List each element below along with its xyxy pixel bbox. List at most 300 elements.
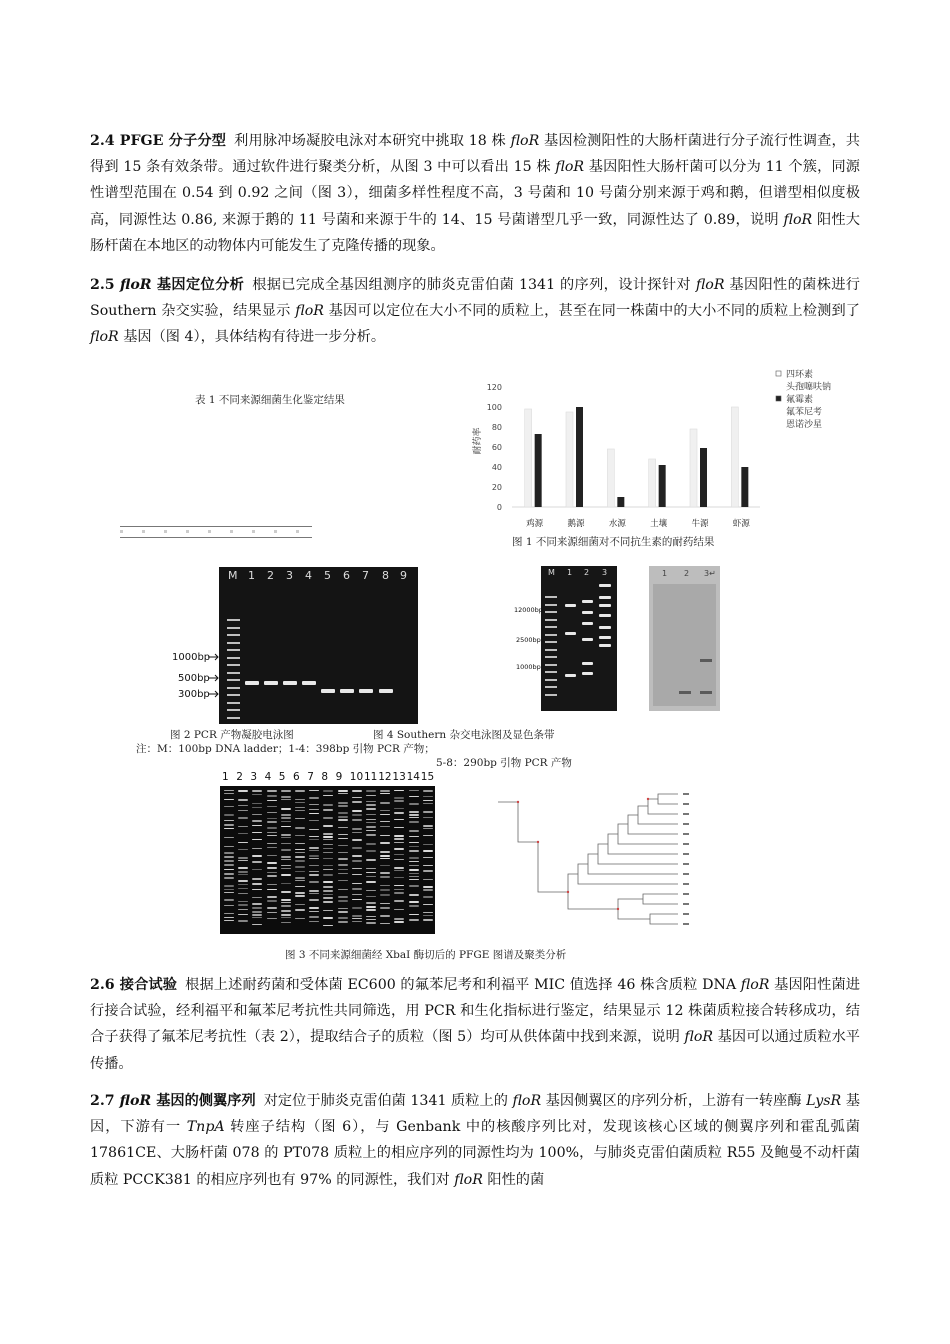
pfge-band <box>267 875 277 877</box>
ladder-band <box>545 611 557 613</box>
pfge-band <box>352 801 362 803</box>
pfge-band <box>309 804 319 805</box>
pfge-band <box>380 842 390 844</box>
pfge-band <box>252 924 262 925</box>
text-segment: 基因（图 4），具体结构有待进一步分析。 <box>118 329 386 346</box>
bar-氟霉素-鹅源 <box>576 407 583 507</box>
pfge-band <box>380 894 390 896</box>
pfge-band <box>281 808 291 810</box>
pcr-band-398bp <box>245 681 259 685</box>
bar-四环素-鹅源 <box>566 412 573 507</box>
pfge-band <box>252 790 262 792</box>
plasmid-band <box>582 600 593 603</box>
pfge-band <box>323 848 333 849</box>
pfge-band <box>252 903 262 905</box>
pfge-band <box>252 883 262 885</box>
pfge-band <box>338 845 348 846</box>
pfge-lane-label: 6 <box>293 771 300 783</box>
pfge-band <box>238 914 248 915</box>
pfge-band <box>338 802 348 804</box>
section-2-4-heading: 2.4 PFGE 分子分型 <box>90 133 227 149</box>
pfge-band <box>267 806 277 807</box>
pfge-band <box>423 825 433 827</box>
pfge-band <box>423 817 433 818</box>
legend-swatch <box>776 396 781 401</box>
text-segment: 阳性大肠杆菌在本地区的动物体内可能发生了克隆传播的现象。 <box>90 211 860 254</box>
pfge-band <box>238 842 248 843</box>
pfge-band <box>295 849 305 850</box>
pfge-band <box>309 820 319 821</box>
pfge-band <box>295 886 305 887</box>
pfge-band <box>238 833 248 834</box>
pfge-band <box>267 912 277 913</box>
pfge-band <box>394 900 404 902</box>
pfge-band <box>224 864 234 866</box>
pfge-band <box>238 888 248 889</box>
ladder-band <box>545 686 557 688</box>
text-segment: 基因阳性菌进行接合试验，经利福平和氟苯尼考抗性共同筛选，用 PCR 和生化指标进行鉴定，结果显示 12 株菌质粒接合转移成功，结合子获得了氟苯尼考抗性（表 2），提取结合子的质粒（图 5）均可从供体菌中找到来源，说明 <box>90 977 860 1046</box>
lane-label: 2 <box>584 568 590 577</box>
pfge-band <box>224 913 234 914</box>
pfge-band <box>409 821 419 823</box>
pfge-band <box>267 821 277 823</box>
plasmid-band <box>582 622 593 625</box>
pfge-band <box>281 917 291 918</box>
lane-label: 9 <box>400 569 407 582</box>
pfge-band <box>238 826 248 827</box>
lane-label: 3 <box>286 569 293 582</box>
lane-label: 8 <box>382 569 389 582</box>
ladder-band <box>545 679 557 681</box>
gene-name: floR <box>295 303 324 320</box>
pfge-band <box>409 869 419 871</box>
pfge-band <box>323 809 333 811</box>
section-2-5 <box>90 272 860 351</box>
pfge-band <box>394 848 404 850</box>
ladder-band <box>545 649 557 651</box>
pfge-band <box>224 824 234 826</box>
text-segment: 利用脉冲场凝胶电泳对本研究中挑取 18 株 <box>234 133 511 149</box>
pfge-band <box>295 866 305 868</box>
pfge-band <box>309 865 319 866</box>
pfge-band <box>252 889 262 890</box>
pfge-band <box>352 915 362 917</box>
pfge-band <box>380 793 390 794</box>
hybridization-band <box>679 691 691 694</box>
plasmid-band <box>582 662 593 665</box>
marker-500bp: 500bp <box>178 673 210 684</box>
pfge-band <box>309 911 319 912</box>
pfge-band <box>352 899 362 900</box>
pfge-band <box>309 874 319 876</box>
pfge-band <box>267 827 277 829</box>
pfge-band <box>394 867 404 869</box>
pfge-band <box>323 844 333 845</box>
pfge-band <box>252 814 262 815</box>
pfge-band <box>394 892 404 894</box>
pfge-band <box>323 825 333 827</box>
ladder-band <box>227 649 240 651</box>
pfge-band <box>224 905 234 906</box>
pfge-band <box>267 872 277 873</box>
pfge-band <box>380 858 390 859</box>
pfge-band <box>394 854 404 855</box>
pfge-band <box>423 790 433 792</box>
x-tick-label: 水源 <box>608 519 626 529</box>
pfge-band <box>267 867 277 869</box>
pfge-band <box>338 896 348 898</box>
pfge-band <box>409 879 419 880</box>
pfge-lane-label: 11 <box>364 771 378 783</box>
ladder-band <box>545 694 557 696</box>
plasmid-band <box>599 584 611 587</box>
pfge-band <box>295 827 305 829</box>
pfge-band <box>267 900 277 902</box>
pfge-band <box>409 850 419 852</box>
pfge-lane-label: 3 <box>250 771 258 783</box>
pfge-band <box>352 868 362 869</box>
plasmid-band <box>582 672 593 675</box>
pfge-lane-label: 14 <box>406 771 420 783</box>
pfge-band <box>409 919 419 921</box>
figure-1-bar-chart <box>460 365 860 550</box>
pfge-band <box>394 819 404 820</box>
pfge-band <box>394 827 404 828</box>
pfge-band <box>423 800 433 801</box>
pfge-band <box>323 839 333 840</box>
plasmid-band <box>582 611 593 614</box>
pfge-band <box>394 885 404 886</box>
pfge-band <box>394 838 404 840</box>
pfge-band <box>352 819 362 821</box>
x-tick-label: 鹅源 <box>567 519 585 529</box>
pfge-band <box>281 843 291 844</box>
pfge-band <box>394 800 404 802</box>
pfge-band <box>338 838 348 839</box>
pfge-band <box>281 814 291 816</box>
pfge-band <box>338 917 348 919</box>
pfge-band <box>238 920 248 922</box>
text-segment: 基因检测阳性的大肠杆菌进行分子流行性调查，共得到 15 条有效条带。通过软件进行聚类分析，从图 3 中可以看出 15 株 <box>90 133 860 176</box>
gene-name: TnpA <box>186 1119 225 1136</box>
gene-name: LysR <box>806 1093 842 1109</box>
pfge-band <box>394 870 404 871</box>
bar-氟霉素-土壤 <box>659 465 666 507</box>
pfge-band <box>380 814 390 815</box>
pfge-band <box>366 859 376 861</box>
pfge-band <box>366 814 376 815</box>
pfge-band <box>309 790 319 791</box>
pfge-band <box>238 790 248 792</box>
pfge-band <box>366 922 376 924</box>
gene-name: floR <box>510 133 540 149</box>
gene-name: floR <box>454 1171 483 1188</box>
pfge-band <box>295 835 305 836</box>
y-tick-label: 120 <box>486 383 502 392</box>
figure-1-caption: 图 1 不同来源细菌对不同抗生素的耐药结果 <box>512 536 715 548</box>
pfge-band <box>281 922 291 923</box>
x-tick-label: 虾源 <box>732 519 750 529</box>
y-tick-label: 100 <box>486 403 502 412</box>
pfge-band <box>309 871 319 872</box>
pfge-band <box>281 796 291 798</box>
pfge-band <box>309 893 319 894</box>
bar-四环素-水源 <box>607 449 614 507</box>
pfge-band <box>238 857 248 859</box>
pfge-band <box>295 860 305 862</box>
pfge-band <box>295 818 305 819</box>
pfge-band <box>309 847 319 849</box>
pfge-lane-label: 9 <box>335 771 343 783</box>
pfge-band <box>224 917 234 918</box>
pfge-band <box>338 812 348 814</box>
table-1-caption: 表 1 不同来源细菌生化鉴定结果 <box>195 394 345 406</box>
pfge-band <box>309 850 319 851</box>
pfge-band <box>380 810 390 811</box>
pfge-band <box>423 879 433 880</box>
pfge-band <box>238 810 248 811</box>
pfge-lane-label: 13 <box>392 771 406 783</box>
pfge-band <box>338 869 348 870</box>
pfge-band <box>281 910 291 912</box>
pfge-band <box>267 835 277 836</box>
pfge-band <box>380 790 390 792</box>
pfge-lane-label: 7 <box>307 771 314 783</box>
pfge-band <box>423 850 433 852</box>
legend-item: 恩诺沙星 <box>786 420 823 430</box>
pfge-band <box>409 894 419 896</box>
pfge-band <box>281 865 291 866</box>
pfge-band <box>380 865 390 866</box>
pfge-band <box>309 858 319 859</box>
pfge-band <box>366 834 376 836</box>
pfge-band <box>352 828 362 830</box>
pfge-band <box>409 830 419 832</box>
pfge-band <box>380 835 390 836</box>
pfge-band <box>224 790 234 791</box>
pfge-band <box>224 869 234 870</box>
pfge-band <box>238 849 248 850</box>
pfge-band <box>366 916 376 917</box>
pfge-band <box>309 890 319 892</box>
pfge-band <box>252 794 262 795</box>
pcr-band-398bp <box>283 681 297 685</box>
gene-name: floR <box>783 211 813 228</box>
figure-4-caption: 图 4 Southern 杂交电泳图及显色条带 <box>373 729 555 741</box>
pfge-band <box>252 897 262 898</box>
pfge-band <box>366 826 376 828</box>
pfge-band <box>380 821 390 822</box>
text-segment: 基因，下游有一 <box>90 1093 860 1136</box>
legend-item: 四环素 <box>786 370 814 380</box>
pfge-band <box>380 802 390 804</box>
pfge-band <box>252 917 262 918</box>
pfge-band <box>423 912 433 913</box>
pfge-band <box>323 795 333 796</box>
pfge-band <box>352 790 362 792</box>
pfge-band <box>338 816 348 818</box>
pfge-band <box>409 796 419 797</box>
pfge-band <box>281 891 291 893</box>
pfge-band <box>352 839 362 841</box>
legend-item: 头孢噻呋钠 <box>786 382 832 393</box>
pfge-band <box>352 921 362 922</box>
pfge-band <box>238 817 248 819</box>
pfge-band <box>295 871 305 872</box>
pfge-band <box>394 835 404 837</box>
pfge-band <box>295 895 305 897</box>
pfge-band <box>380 872 390 874</box>
pfge-band <box>281 914 291 916</box>
pfge-band <box>323 894 333 895</box>
pfge-band <box>309 839 319 840</box>
section-2-6 <box>90 972 860 1077</box>
pfge-band <box>423 870 433 872</box>
pfge-band <box>423 889 433 891</box>
pfge-band <box>380 915 390 917</box>
pfge-band <box>309 916 319 918</box>
pfge-band <box>309 829 319 830</box>
pfge-band <box>224 860 234 862</box>
heading-text: 基因定位分析 <box>151 277 245 293</box>
pcr-band-290bp <box>321 689 335 693</box>
pfge-band <box>224 920 234 921</box>
plasmid-band <box>565 604 576 607</box>
pfge-band <box>252 861 262 863</box>
pfge-band <box>338 873 348 874</box>
membrane-lane-label: 1 <box>662 569 668 578</box>
pfge-band <box>252 820 262 822</box>
marker-12000bp: 12000bp <box>514 606 543 614</box>
pfge-band <box>267 862 277 864</box>
pfge-band <box>295 802 305 803</box>
heading-text: 基因的侧翼序列 <box>151 1093 256 1109</box>
plasmid-band <box>565 632 576 635</box>
pfge-band <box>238 909 248 910</box>
pfge-band <box>338 805 348 807</box>
pfge-band <box>295 892 305 894</box>
pfge-band <box>323 817 333 819</box>
lane-label: 4 <box>305 569 312 582</box>
bar-四环素-虾源 <box>731 407 738 507</box>
pfge-band <box>267 889 277 890</box>
pfge-band <box>338 908 348 909</box>
pfge-band <box>238 893 248 894</box>
pfge-band <box>224 852 234 854</box>
lane-label: 1 <box>567 568 573 577</box>
pfge-band <box>394 812 404 814</box>
pfge-band <box>352 874 362 875</box>
pfge-band <box>323 910 333 911</box>
pfge-band <box>352 814 362 816</box>
pfge-band <box>394 790 404 791</box>
pfge-band <box>366 906 376 908</box>
pfge-band <box>267 896 277 898</box>
pfge-band <box>224 885 234 887</box>
pfge-band <box>409 817 419 818</box>
pfge-band <box>323 790 333 792</box>
pfge-band <box>423 886 433 888</box>
text-segment: 基因可以定位在大小不同的质粒上，甚至在同一株菌中的大小不同的质粒上检测到了 <box>323 303 860 320</box>
pfge-band <box>352 810 362 812</box>
gene-name: floR <box>90 329 119 346</box>
pfge-band <box>423 904 433 905</box>
ladder-band <box>545 641 557 643</box>
pfge-band <box>352 894 362 895</box>
pfge-band <box>409 811 419 813</box>
pfge-band <box>252 825 262 826</box>
pfge-band <box>423 828 433 829</box>
ladder-band <box>227 619 240 621</box>
pfge-band <box>295 877 305 879</box>
pfge-band <box>409 814 419 816</box>
text-segment: 转座子结构（图 6），与 Genbank 中的核酸序列比对，发现该核心区域的侧翼序列和霍乱弧菌 17861CE、大肠杆菌 078 的 PT078 质粒上的相应序列的同源性均为 100%，与肺炎克雷伯菌质粒 R55 及鲍曼不动杆菌质粒 PCCK381 的相应序列也有 97% 的同源性，我们对 <box>90 1119 860 1188</box>
pfge-band <box>323 925 333 926</box>
pfge-band <box>323 890 333 892</box>
pfge-band <box>409 905 419 907</box>
gene-name: floR <box>120 277 152 293</box>
section-2-6-heading: 2.6 接合试验 <box>90 977 178 993</box>
figure-3-pfge-gel <box>220 786 435 934</box>
pfge-band <box>238 871 248 873</box>
legend-item: 氟苯尼考 <box>786 407 823 418</box>
section-2-4 <box>90 128 860 259</box>
text-segment: 基因可以通过质粒水平传播。 <box>90 1029 860 1072</box>
pfge-band <box>309 881 319 883</box>
pfge-band <box>352 888 362 890</box>
gene-name: floR <box>695 277 725 293</box>
table-1-remnant <box>120 526 312 538</box>
pfge-band <box>366 843 376 845</box>
pfge-band <box>295 807 305 808</box>
pfge-band <box>281 817 291 819</box>
pfge-band <box>409 842 419 843</box>
pfge-lane-label: 12 <box>378 771 392 783</box>
text-segment: 阳性的菌 <box>482 1171 545 1188</box>
membrane-lane-label: 3↵ <box>704 569 716 578</box>
pfge-band <box>380 889 390 891</box>
pfge-band <box>224 806 234 807</box>
pfge-band <box>224 828 234 829</box>
ladder-band <box>545 596 557 598</box>
ladder-band <box>545 664 557 666</box>
x-tick-label: 牛源 <box>691 519 709 529</box>
pfge-band <box>309 809 319 810</box>
figure-4-membrane <box>649 566 720 711</box>
pfge-band <box>267 790 277 792</box>
pfge-band <box>394 859 404 860</box>
pfge-band <box>295 843 305 844</box>
pfge-band <box>309 797 319 799</box>
pfge-band <box>281 883 291 884</box>
pfge-band <box>380 907 390 909</box>
pfge-band <box>366 872 376 873</box>
pfge-band <box>409 846 419 847</box>
pfge-lane-label: 4 <box>264 771 272 783</box>
pfge-band <box>409 861 419 862</box>
y-tick-label: 20 <box>491 483 502 492</box>
pfge-band <box>295 880 305 881</box>
pfge-band <box>295 904 305 905</box>
pfge-band <box>423 803 433 804</box>
plasmid-band <box>565 674 576 677</box>
text-segment: 对定位于肺炎克雷伯菌 1341 质粒上的 <box>263 1093 513 1109</box>
pfge-band <box>366 890 376 891</box>
legend-item: 氟霉素 <box>786 395 814 405</box>
gene-name: floR <box>512 1093 542 1109</box>
pfge-band <box>323 833 333 835</box>
pfge-band <box>338 880 348 881</box>
